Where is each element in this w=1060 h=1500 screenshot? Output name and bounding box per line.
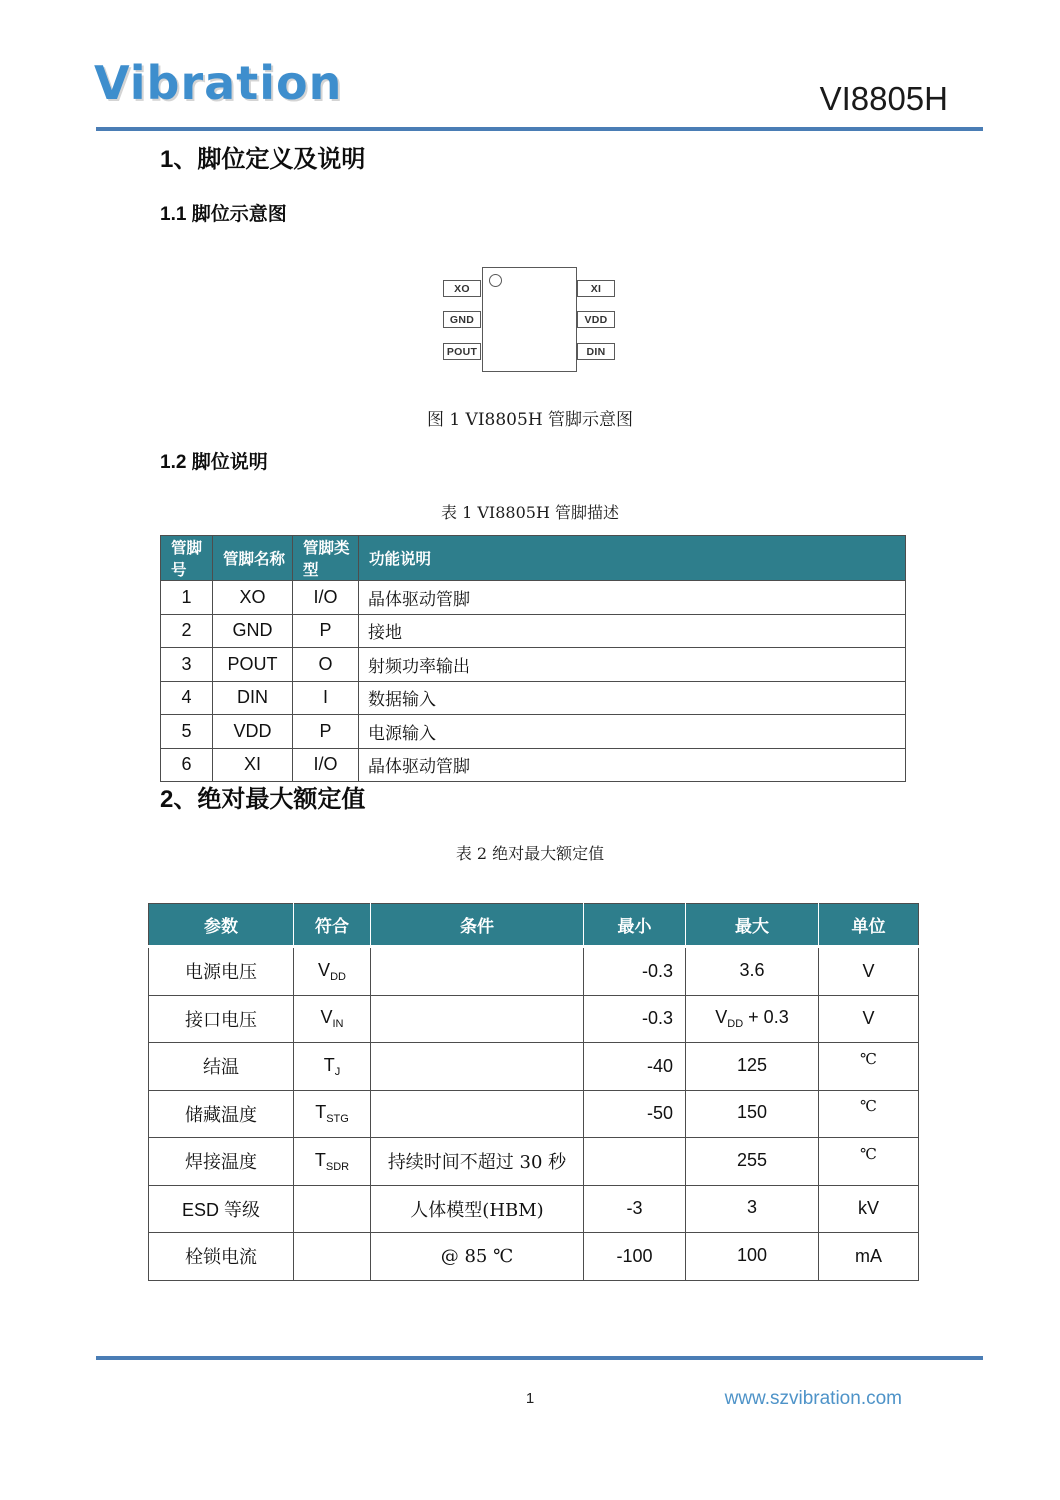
max-cell: 3.6 [686,947,819,996]
table-row [149,1185,919,1233]
header-cell: 功能说明 [359,536,906,581]
param-cell: ESD 等级 [149,1185,294,1233]
unit-cell: ℃ [819,1138,919,1186]
table-row [161,681,906,715]
pin-description-table [160,535,906,782]
condition-cell: @ 85 ℃ [371,1233,584,1281]
pin-number-cell: 1 [161,581,213,615]
param-cell: 结温 [149,1043,294,1091]
table-row [149,947,919,996]
condition-cell [371,1043,584,1091]
unit-cell: kV [819,1185,919,1233]
pin-desc-cell: 射频功率输出 [359,648,906,682]
table-header-row [161,536,906,581]
pin-number-cell: 3 [161,648,213,682]
website-link[interactable]: www.szvibration.com [724,1388,902,1409]
pin-number-cell: 4 [161,681,213,715]
table-row [149,1043,919,1091]
pin-number-cell: 5 [161,715,213,749]
pin-type-cell: I/O [293,748,359,782]
pin-desc-cell: 晶体驱动管脚 [359,581,906,615]
min-cell: -100 [584,1233,686,1281]
pin-xo: XO [443,280,481,297]
header-cell: 条件 [371,904,584,947]
header-cell: 最大 [686,904,819,947]
max-cell: 125 [686,1043,819,1091]
table-row [149,1138,919,1186]
min-cell: -0.3 [584,995,686,1043]
min-cell [584,1138,686,1186]
table-row [161,748,906,782]
pin-name-cell: VDD [213,715,293,749]
max-ratings-table [148,903,919,1281]
pin-type-cell: O [293,648,359,682]
header-rule [96,127,983,131]
max-cell: $V_{DD} + 0.3$ [686,995,819,1043]
section1-2-title: 1.2 脚位说明 [160,452,268,473]
pin-gnd: GND [443,311,481,328]
table-row [149,995,919,1043]
pin-name-cell: XI [213,748,293,782]
min-cell: -3 [584,1185,686,1233]
min-cell: -40 [584,1043,686,1091]
pin-type-cell: P [293,715,359,749]
unit-cell: mA [819,1233,919,1281]
table-row [161,581,906,615]
section1-title: 1、脚位定义及说明 [160,146,366,173]
unit-cell: V [819,947,919,996]
pin-name-cell: XO [213,581,293,615]
page-number: 1 [525,1390,535,1407]
table-row [149,1233,919,1281]
figure1-caption: 图 1 VI8805H 管脚示意图 [426,410,634,430]
table-row [149,1090,919,1138]
pin-din: DIN [577,343,615,360]
max-cell: 100 [686,1233,819,1281]
header-cell: 最小 [584,904,686,947]
header-cell: 符合 [294,904,371,947]
vibration-logo: Vibration [94,56,343,110]
header-cell: 管脚名称 [213,536,293,581]
header-cell: 管脚类型 [293,536,359,581]
table-header-row [149,904,919,947]
condition-cell [371,947,584,996]
header-cell: 管脚号 [161,536,213,581]
symbol-cell: $T_{SDR}$ [294,1138,371,1186]
condition-cell [371,1090,584,1138]
min-cell: -50 [584,1090,686,1138]
param-cell: 储藏温度 [149,1090,294,1138]
unit-cell: ℃ [819,1090,919,1138]
pin-desc-cell: 接地 [359,614,906,648]
table2-caption: 表 2 绝对最大额定值 [455,844,605,863]
pin-name-cell: GND [213,614,293,648]
pin-pout: POUT [443,343,481,360]
table1-caption: 表 1 VI8805H 管脚描述 [441,503,619,522]
pin-type-cell: P [293,614,359,648]
pin-number-cell: 2 [161,614,213,648]
min-cell: -0.3 [584,947,686,996]
symbol-cell: $V_{IN}$ [294,995,371,1043]
pin-number-cell: 6 [161,748,213,782]
symbol-cell [294,1185,371,1233]
pin-type-cell: I/O [293,581,359,615]
param-cell: 焊接温度 [149,1138,294,1186]
footer-rule [96,1356,983,1360]
symbol-cell: $V_{DD}$ [294,947,371,996]
pin-name-cell: DIN [213,681,293,715]
symbol-cell [294,1233,371,1281]
symbol-cell: $T_{STG}$ [294,1090,371,1138]
pin-name-cell: POUT [213,648,293,682]
pin-xi: XI [577,280,615,297]
pin1-marker-icon [489,274,502,287]
header-cell: 单位 [819,904,919,947]
unit-cell: ℃ [819,1043,919,1091]
table-row [161,614,906,648]
table-row [161,648,906,682]
param-cell: 电源电压 [149,947,294,996]
pin-desc-cell: 晶体驱动管脚 [359,748,906,782]
max-cell: 255 [686,1138,819,1186]
condition-cell [371,995,584,1043]
symbol-cell: $T_J$ [294,1043,371,1091]
param-cell: 栓锁电流 [149,1233,294,1281]
table-row [161,715,906,749]
header-cell: 参数 [149,904,294,947]
part-number: VI8805H [819,80,948,117]
condition-cell: 持续时间不超过 30 秒 [371,1138,584,1186]
pin-desc-cell: 电源输入 [359,715,906,749]
max-cell: 150 [686,1090,819,1138]
pin-type-cell: I [293,681,359,715]
max-cell: 3 [686,1185,819,1233]
pin-vdd: VDD [577,311,615,328]
unit-cell: V [819,995,919,1043]
section1-1-title: 1.1 脚位示意图 [160,204,287,225]
condition-cell: 人体模型(HBM) [371,1185,584,1233]
section2-title: 2、绝对最大额定值 [160,786,366,813]
pin-desc-cell: 数据输入 [359,681,906,715]
param-cell: 接口电压 [149,995,294,1043]
